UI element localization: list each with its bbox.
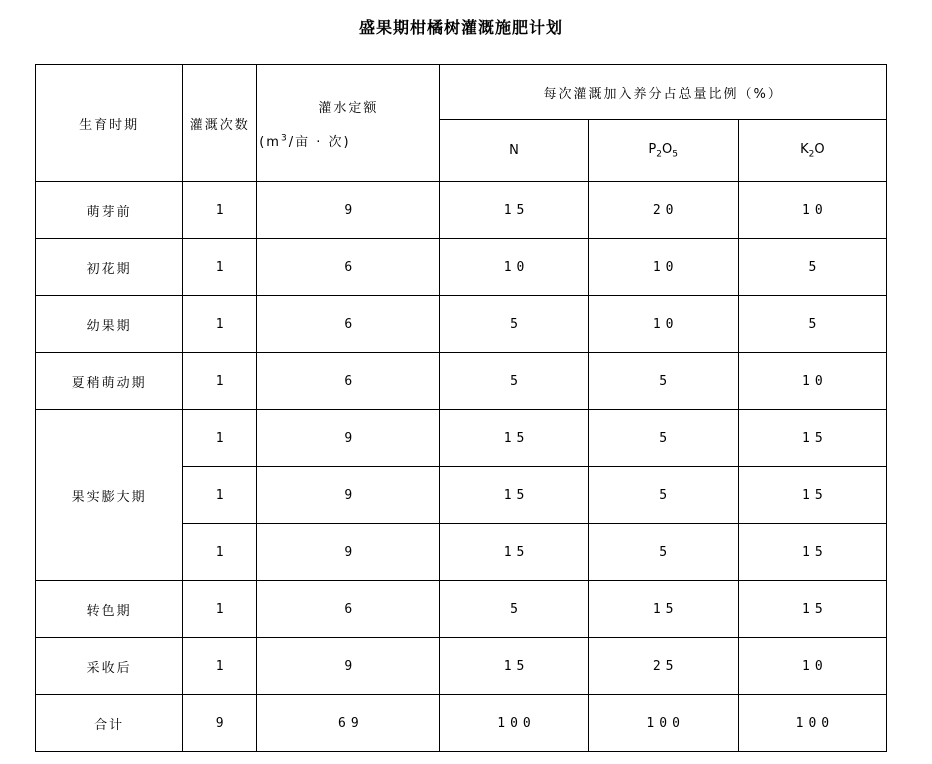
- cell-n: 5: [440, 296, 588, 353]
- header-growth-period: 生育时期: [36, 65, 183, 182]
- cell-period: 转色期: [36, 581, 183, 638]
- cell-n: 15: [440, 182, 588, 239]
- cell-p2o5: 15: [588, 581, 738, 638]
- header-col-k2o: $K_2O$: [738, 120, 886, 182]
- table-row: [36, 581, 887, 638]
- cell-k2o: 15: [738, 524, 886, 581]
- cell-count: 1: [183, 581, 257, 638]
- cell-k2o: 100: [738, 695, 886, 752]
- header-col-p2o5: $P_2O_5$: [588, 120, 738, 182]
- cell-quota: 6: [257, 353, 440, 410]
- header-nutrient-ratio-group: 每次灌溉加入养分占总量比例（%）: [440, 65, 887, 120]
- cell-p2o5: 5: [588, 467, 738, 524]
- cell-quota: 9: [257, 467, 440, 524]
- cell-n: 15: [440, 524, 588, 581]
- cell-k2o: 15: [738, 581, 886, 638]
- cell-n: 15: [440, 467, 588, 524]
- cell-count: 1: [183, 239, 257, 296]
- document-title: 盛果期柑橘树灌溉施肥计划: [358, 18, 563, 37]
- table-row: [36, 182, 887, 239]
- cell-k2o: 10: [738, 638, 886, 695]
- cell-count: 1: [183, 410, 257, 467]
- cell-p2o5: 10: [588, 239, 738, 296]
- cell-p2o5: 10: [588, 296, 738, 353]
- cell-quota: 9: [257, 524, 440, 581]
- cell-period-merged: 果实膨大期: [36, 410, 183, 581]
- cell-period: 夏稍萌动期: [36, 353, 183, 410]
- cell-period: 采收后: [36, 638, 183, 695]
- cell-period: 合计: [36, 695, 183, 752]
- table-row: [36, 638, 887, 695]
- cell-count: 1: [183, 182, 257, 239]
- cell-quota: 9: [257, 410, 440, 467]
- table-row-total: [36, 695, 887, 752]
- cell-n: 10: [440, 239, 588, 296]
- cell-quota: 9: [257, 638, 440, 695]
- cell-n: 15: [440, 410, 588, 467]
- header-water-quota: [257, 65, 440, 182]
- cell-period: 萌芽前: [36, 182, 183, 239]
- cell-n: 5: [440, 581, 588, 638]
- cell-period: 幼果期: [36, 296, 183, 353]
- table-row: [36, 410, 887, 467]
- cell-p2o5: 20: [588, 182, 738, 239]
- header-water-quota-title: 灌水定额: [318, 100, 379, 116]
- cell-count: 1: [183, 524, 257, 581]
- cell-period: 初花期: [36, 239, 183, 296]
- header-irrigation-count: 灌溉次数: [183, 65, 257, 182]
- cell-k2o: 15: [738, 410, 886, 467]
- irrigation-fertilization-table: [35, 64, 887, 752]
- cell-k2o: 10: [738, 353, 886, 410]
- header-row-1: [36, 65, 887, 120]
- table-row: [36, 296, 887, 353]
- cell-n: 5: [440, 353, 588, 410]
- cell-k2o: 5: [738, 239, 886, 296]
- cell-n: 100: [440, 695, 588, 752]
- cell-count: 1: [183, 467, 257, 524]
- cell-p2o5: 100: [588, 695, 738, 752]
- table-row: [36, 239, 887, 296]
- cell-n: 15: [440, 638, 588, 695]
- table-row: [36, 353, 887, 410]
- cell-k2o: 5: [738, 296, 886, 353]
- cell-p2o5: 5: [588, 353, 738, 410]
- header-col-n: N: [440, 120, 588, 182]
- cell-quota: 6: [257, 239, 440, 296]
- cell-count: 1: [183, 638, 257, 695]
- cell-count: 1: [183, 296, 257, 353]
- cell-quota: 6: [257, 296, 440, 353]
- cell-quota: 9: [257, 182, 440, 239]
- cell-count: 1: [183, 353, 257, 410]
- header-water-quota-unit: ($m^3/$亩 · 次): [259, 133, 351, 150]
- cell-quota: 6: [257, 581, 440, 638]
- cell-k2o: 15: [738, 467, 886, 524]
- cell-p2o5: 5: [588, 410, 738, 467]
- cell-p2o5: 5: [588, 524, 738, 581]
- cell-quota: 69: [257, 695, 440, 752]
- cell-count: 9: [183, 695, 257, 752]
- cell-p2o5: 25: [588, 638, 738, 695]
- cell-k2o: 10: [738, 182, 886, 239]
